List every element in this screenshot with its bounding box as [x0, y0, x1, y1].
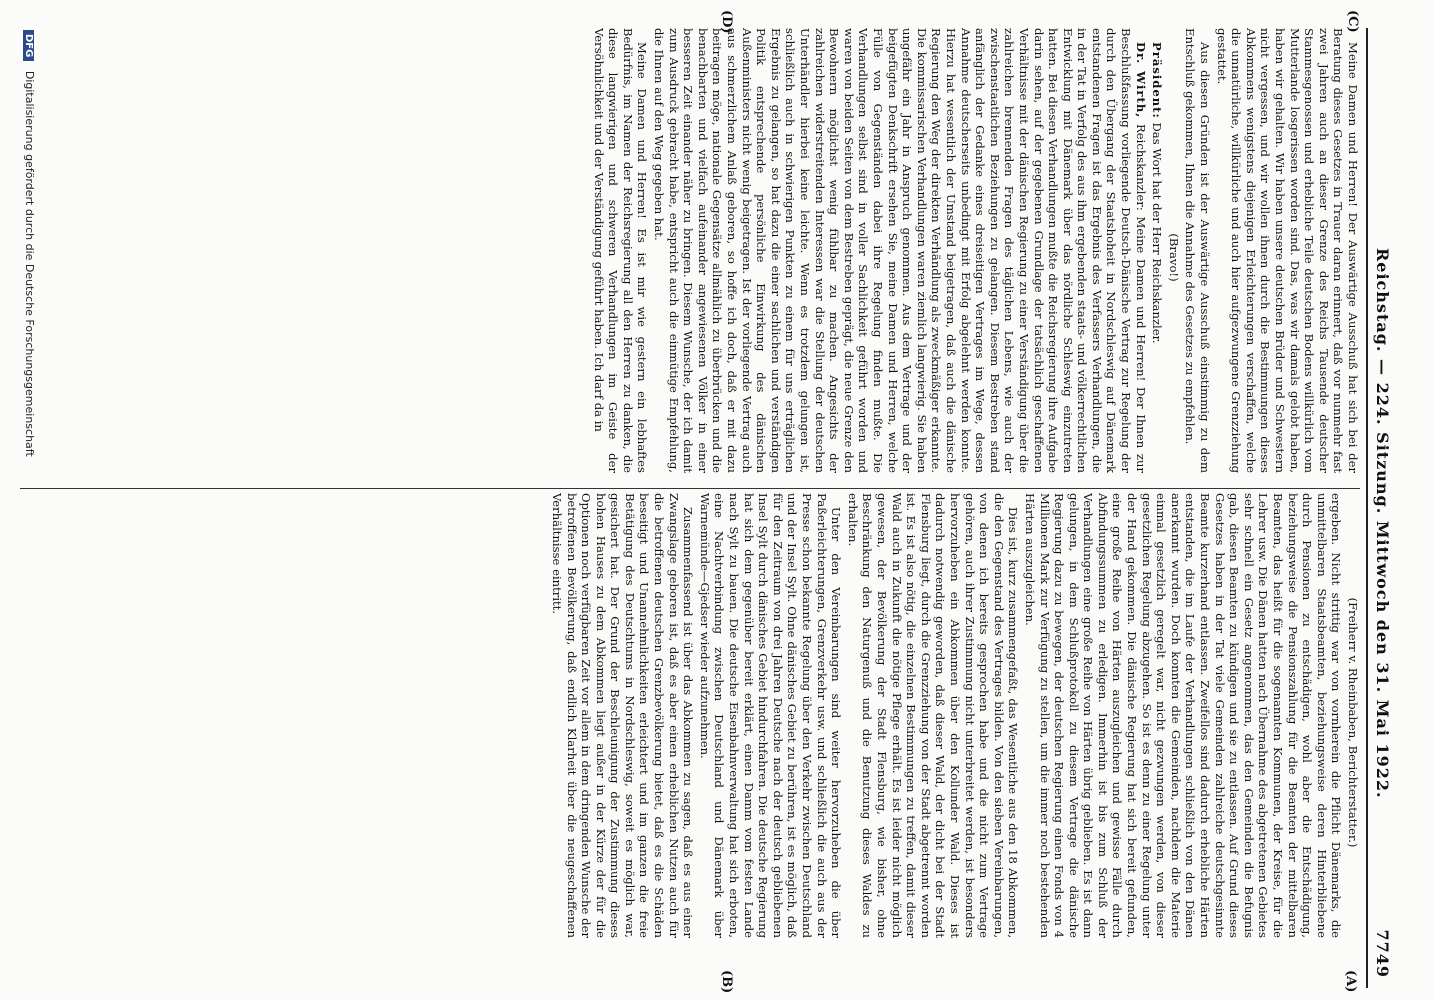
- president-text: Das Wort hat der Herr Reichskanzler.: [1150, 122, 1165, 344]
- left-column: [10, 493, 1360, 938]
- right-column: [10, 28, 1360, 473]
- paragraph: ergeben. Nicht strittig war von vornherein die Pflicht Dänemarks, die unmittelbaren Staatsbeamten, beziehungsweise deren Hinterbliebene durch Pensionen zu entschädigen, wohl aber die Entschädigung, beziehungsweise die Pensionszahlung für die Beamten der mittelbaren Beamten, das heißt für die sogenannten Kommunen, der Kreise, für die Lehrer usw. Die Dänen hatten nach Übernahme des abgetretenen Gebietes sehr schnell ein Gesetz angenommen, das den Gemeinden die Befugnis gab, diesen Beamten zu kündigen und sie zu entlassen. Auf Grund dieses Gesetzes haben in der Tat viele Gemeinden zahlreiche deutschgesinnte Beamte kurzerhand entlassen. Zweifellos sind dadurch erhebliche Härten entstanden, die im Laufe der Verhandlungen schließlich von den Dänen anerkannt wurden. Doch konnten die Gemeinden, nachdem die Materie einmal gesetzlich geregelt war, nicht gezwungen werden, von dieser gesetzlichen Regelung abzugehen. So ist es denn zu einer Regelung unter der Hand gekommen. Die dänische Regierung hat sich bereit gefunden, eine große Reihe von Härten auszugleichen und gewisse Fälle durch Abfindungssummen zu erledigen. Immerhin ist bis zum Schluß der Verhandlungen eine große Reihe von Härten übrig geblieben. Es ist dann gelungen, in dem Schlußprotokoll zu diesem Vertrage die dänische Regierung dazu zu bewegen, der deutschen Regierung einen Fonds von 4 Millionen Mark zur Verfügung zu stellen, um die immer noch bestehenden Härten auszugleichen.: [1022, 493, 1344, 938]
- speaker-label-president: Präsident:: [1150, 42, 1165, 119]
- speaker-note: (Freiherr v. Rheinbaben, Berichterstatter.): [1346, 597, 1360, 848]
- president-statement: [1150, 28, 1165, 473]
- applause-note: (Bravo!): [1166, 233, 1181, 282]
- margin-marker-d: (D): [719, 10, 734, 34]
- paragraph: Unter den Vereinbarungen sind weiter hervorzuheben die über Paßerleichterungen, Grenzverkehr usw. und schließlich die auch aus der Presse schon bekannte Regelung über den Verkehr zwischen Deutschland und der Insel Sylt. Ohne dänisches Gebiet zu berühren, ist es möglich, daß für den Zeitraum von drei Jahren Deutsche nach der deutsch gebliebenen Insel Sylt durch dänisches Gebiet hindurchfahren. Die deutsche Regierung hat sich dem gegenüber bereit erklärt, einen Damm vom festen Lande nach Sylt zu bauen. Die deutsche Eisenbahnverwaltung hat sich erboten, eine Nachtverbindung zwischen Deutschland und Dänemark über Warnemünde—Gjedser wieder aufzunehmen.: [697, 493, 844, 938]
- paragraph: Meine Damen und Herren! Der Ihnen zur Beschlußfassung vorliegende Deutsch-Dänische Vertrag zur Regelung der durch den Übergang der Staatshoheit in Nordschleswig auf Dänemark entstandenen Fragen ist das Ergebnis des Verfassers Verhandlungen, die in der Tat in Verfolg des aus ihm ergebenden staats- und völkerrechtlichen Entwicklung mit Dänemark über das nördliche Schleswig einzutreten hatten. Bei diesen Verhandlungen mußte die Reichsregierung ihre Aufgabe darin sehen, auf der gegebenen Grundlage der tatsächlich geschaffenen Verhältnisse mit der dänischen Regierung zu einer Verständigung über die zahlreichen brennenden Fragen des täglichen Lebens, wie auch der zwischenstaatlichen Beziehungen zu gelangen. Diesem Bestreben stand anfänglich der Gedanke eines dreiseitigen Vertrages im Wege, dessen Annahme deutscherseits unbedingt mit Erfolg abgelehnt werden konnte. Hierzu hat wesentlich der Umstand beigetragen, daß auch die dänische Regierung den Weg der direkten Verhändlung als zweckmäßiger erkannte. Die kommissarischen Verhandlungen waren ziemlich langwierig. Sie haben ungefähr ein Jahr in Anspruch genommen. Aus dem Vertrage und der beigefügten Denkschrift ersehen Sie, meine Damen und Herren, welche Fülle von Gegenständen dabei ihre Regelung finden mußte. Die Verhandlungen selbst sind in voller Sachlichkeit geführt worden und waren von beiden Seiten von dem Bestreben geprägt, die neue Grenze den Bewohnern möglichst wenig fühlbar zu machen. Angesichts der zahlreichen widerstreitenden Interessen war die Stellung der deutschen Unterhändler hierbei keine leichte. Wenn es trotzdem gelungen ist, schließlich auch in schwierigen Punkten zu einem für uns erträglichen Ergebnis zu gelangen, so hat dazu die einer sachlichen und verständigen Politik entsprechende persönliche Einwirkung des dänischen Außenministers nicht wenig beigetragen. Ist der vorliegende Vertrag auch aus schmerzlichem Anlaß geboren, so hoffe ich doch, daß er mit dazu beitragen möge, nationale Gegensätze allmählich zu überbrücken und die benachbarten und vielfach aufeinander angewiesenen Völker in einer besseren Zeit einander näher zu bringen. Diesem Wunsche, der ich damit zum Ausdruck gebracht habe, entspricht auch die einmütige Empfehlung, die Ihnen auf den Weg gegeben hat.: [652, 28, 1148, 473]
- page-header: [1368, 28, 1392, 988]
- running-title: Reichstag. — 224. Sitzung. Mittwoch den 31. Mai 1922.: [1373, 248, 1392, 799]
- margin-marker-b: (B): [719, 970, 734, 994]
- speaker-label-chancellor: Dr. Wirth,: [1133, 42, 1148, 119]
- chancellor-intro: [652, 28, 1148, 473]
- column-divider: [20, 488, 1360, 489]
- paragraph: Aus diesen Gründen ist der Auswärtige Ausschuß einstimmig zu dem Entschluß gekommen, Ihnen die Annahme des Gesetzes zu empfehlen.: [1183, 28, 1213, 473]
- dfg-logo: DFG: [23, 30, 34, 61]
- margin-marker-a: (A): [1343, 970, 1358, 993]
- digitization-footer: [23, 30, 36, 990]
- page-number: 7749: [1373, 929, 1392, 978]
- paragraph: Dies ist, kurz zusammengefaßt, das Wesentliche aus den 18 Abkommen, die den Gegenstand des Vertrages bilden. Von den sieben Vereinbarungen, von denen ich bereits gesprochen habe und die nicht zum Vertrage gehören, auch ihrer Zustimmung nicht unterbreitet werden, ist besonders hervorzuheben ein Abkommen über den Kollunder Wald. Dieses ist dadurch notwendig geworden, daß dieser Wald, der dicht bei der Stadt Flensburg liegt, durch die Grenzziehung von der Stadt abgetrennt worden ist. Es ist also nötig, die einzelnen Bestimmungen zu treffen, damit dieser Wald auch in Zukunft die nötige Pflege erhält. Es ist leider nicht möglich gewesen, der Bevölkerung der Stadt Flensburg, wie bisher, ohne Beschränkung den Naturgenuß und die Benutzung dieses Waldes zu erhalten.: [845, 493, 1021, 938]
- header-rule: [1366, 28, 1368, 988]
- paragraph: Meine Damen und Herren! Es ist mir wie gestern ein lebhaftes Bedürfnis, im Namen der Reichsregierung all den Herren zu danken, die diese langwierigen und schweren Verhandlungen im Geiste der Versöhnlichkeit und der Verständigung geführt haben. Ich darf da in: [591, 28, 650, 473]
- paragraph: Zusammenfassend ist über das Abkommen zu sagen, daß es aus einer Zwangslage geboren ist, daß es aber einen erheblichen Nutzen auch für die betroffenen deutschen Grenzbevölkerung bietet, daß es die Schäden beseitigt und Unannehmlichkeiten erleichtert und im ganzen die freie Betätigung des Deutschtums in Nordschleswig, soweit es möglich war, gesichert hat. Der Grund der Beschleunigung der Zustimmung dieses hohen Hauses zu dem Abkommen liegt außer in der Kürze der für die Optionen noch verfügbaren Zeit vor allem in dem dringenden Wunsche der betroffenen Bevölkerung, daß endlich Klarheit über die neugeschaffenen Verhältnisse eintritt.: [549, 493, 696, 938]
- margin-marker-c: (C): [1345, 10, 1360, 33]
- paragraph: Meine Damen und Herren! Der Auswärtige Ausschuß hat sich bei der Beratung dieses Gesetzes in Trauer daran erinnert, daß vor nunmehr fast zwei Jahren auch an dieser Grenze des Reichs Tausende deutscher Stammesgenossen und erhebliche Teile deutschen Bodens willkürlich vom Mutterlande losgerissen worden sind. Das, was wir damals gelobt haben, haben wir gehalten. Wir haben unsere deutschen Brüder und Schwestern nicht vergessen, und wir wollen ihnen durch die Bestimmungen dieses Abkommens wenigstens diejenigen Erleichterungen verschaffen, welche die unnatürliche, willkürliche und auch hier aufgezwungene Grenzziehung gestattet.: [1214, 28, 1360, 473]
- chancellor-role: Reichskanzler:: [1133, 124, 1148, 211]
- footer-text: Digitalisierung gefördert durch die Deutsche Forschungsgemeinschaft: [23, 70, 36, 457]
